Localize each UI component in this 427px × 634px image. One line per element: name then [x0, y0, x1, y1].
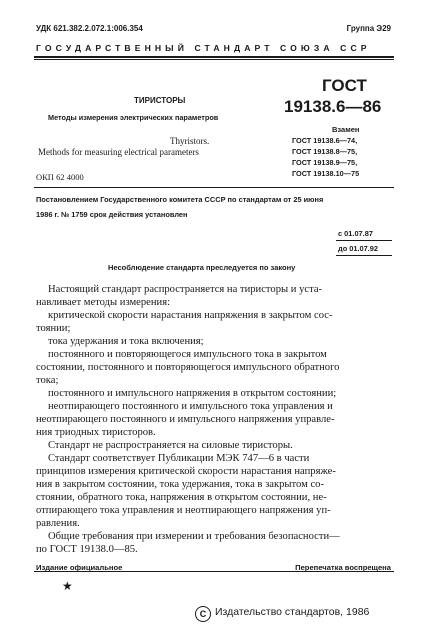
effective-underline	[336, 255, 392, 256]
okp-code: ОКП 62 4000	[36, 172, 84, 182]
body-line: неотпирающего постоянного и импульсного напряжения управле-	[36, 414, 335, 425]
body-line: принципов измерения критической скорости нарастания напряже-	[36, 466, 336, 477]
body-line: неотпирающего постоянного и импульсного тока управления и	[48, 401, 333, 412]
resolution-line: Постановлением Государственного комитета СССР по стандартам от 25 июня	[36, 195, 324, 204]
body-line: по ГОСТ 19138.0—85.	[36, 544, 138, 555]
gost-label: ГОСТ	[322, 76, 367, 95]
body-line: Настоящий стандарт распространяется на тиристоры и уста-	[48, 284, 323, 295]
body-line: тока;	[36, 375, 59, 386]
effective-to: до 01.07.92	[338, 244, 379, 253]
copyright-icon: C	[195, 606, 211, 622]
body-line: отпирающего тока управления и неотпирающего напряжения уп-	[36, 505, 331, 516]
replaces-item: ГОСТ 19138.6—74,	[292, 136, 358, 145]
resolution-line: 1986 г. № 1759 срок действия установлен	[36, 210, 188, 219]
body-line: постоянного и импульсного напряжения в открытом состоянии;	[48, 388, 337, 399]
subtitle-ru: Методы измерения электрических параметров	[48, 113, 219, 122]
replaces-item: ГОСТ 19138.8—75,	[292, 147, 358, 156]
star-icon: ★	[62, 579, 73, 593]
body-line: равления.	[36, 518, 80, 529]
replaces-label: Взамен	[332, 125, 360, 134]
body-line: ния триодных тиристоров.	[36, 427, 156, 438]
gost-number: 19138.6—86	[284, 97, 382, 116]
body-line: Общие требования при измерении и требования безопасности—	[48, 531, 340, 542]
header-rule-thin	[34, 59, 394, 60]
official-edition: Издание официальное	[36, 563, 123, 572]
state-standard-banner: ГОСУДАРСТВЕННЫЙ СТАНДАРТ СОЮЗА ССР	[36, 43, 371, 53]
copyright-text: Издательство стандартов, 1986	[215, 606, 370, 618]
group-code: Группа Э29	[346, 24, 391, 33]
legal-notice: Несоблюдение стандарта преследуется по закону	[108, 263, 296, 272]
body-line: состоянии, постоянного и повторяющегося импульсного обратного	[36, 362, 340, 373]
effective-from: с 01.07.87	[338, 229, 373, 238]
section-rule	[34, 187, 394, 188]
body-line: стоянии, обратного тока, напряжения в открытом состоянии, не-	[36, 492, 327, 503]
replaces-item: ГОСТ 19138.9—75,	[292, 158, 358, 167]
reprint-prohibited: Перепечатка воспрещена	[295, 563, 391, 572]
body-line: навливает методы измерения:	[36, 297, 171, 308]
body-line: Стандарт соответствует Публикации МЭК 747—6 в части	[48, 453, 310, 464]
body-line: тоянии;	[36, 323, 71, 334]
header-rule	[34, 56, 394, 58]
body-line: критической скорости нарастания напряжения в закрытом сос-	[48, 310, 333, 321]
body-line: ния в закрытом состоянии, тока удержания, тока в закрытом со-	[36, 479, 324, 490]
body-line: тока удержания и тока включения;	[48, 336, 204, 347]
effective-underline	[336, 240, 392, 241]
footer-rule	[34, 571, 394, 572]
replaces-item: ГОСТ 19138.10—75	[292, 169, 360, 178]
body-line: постоянного и повторяющегося импульсного тока в закрытом	[48, 349, 327, 360]
subtitle-en: Methods for measuring electrical parameters	[38, 147, 199, 157]
udk-code: УДК 621.382.2.072.1:006.354	[36, 24, 143, 33]
title-en: Thyristors.	[170, 136, 210, 146]
title-ru: ТИРИСТОРЫ	[134, 96, 186, 105]
body-line: Стандарт не распространяется на силовые тиристоры.	[48, 440, 293, 451]
